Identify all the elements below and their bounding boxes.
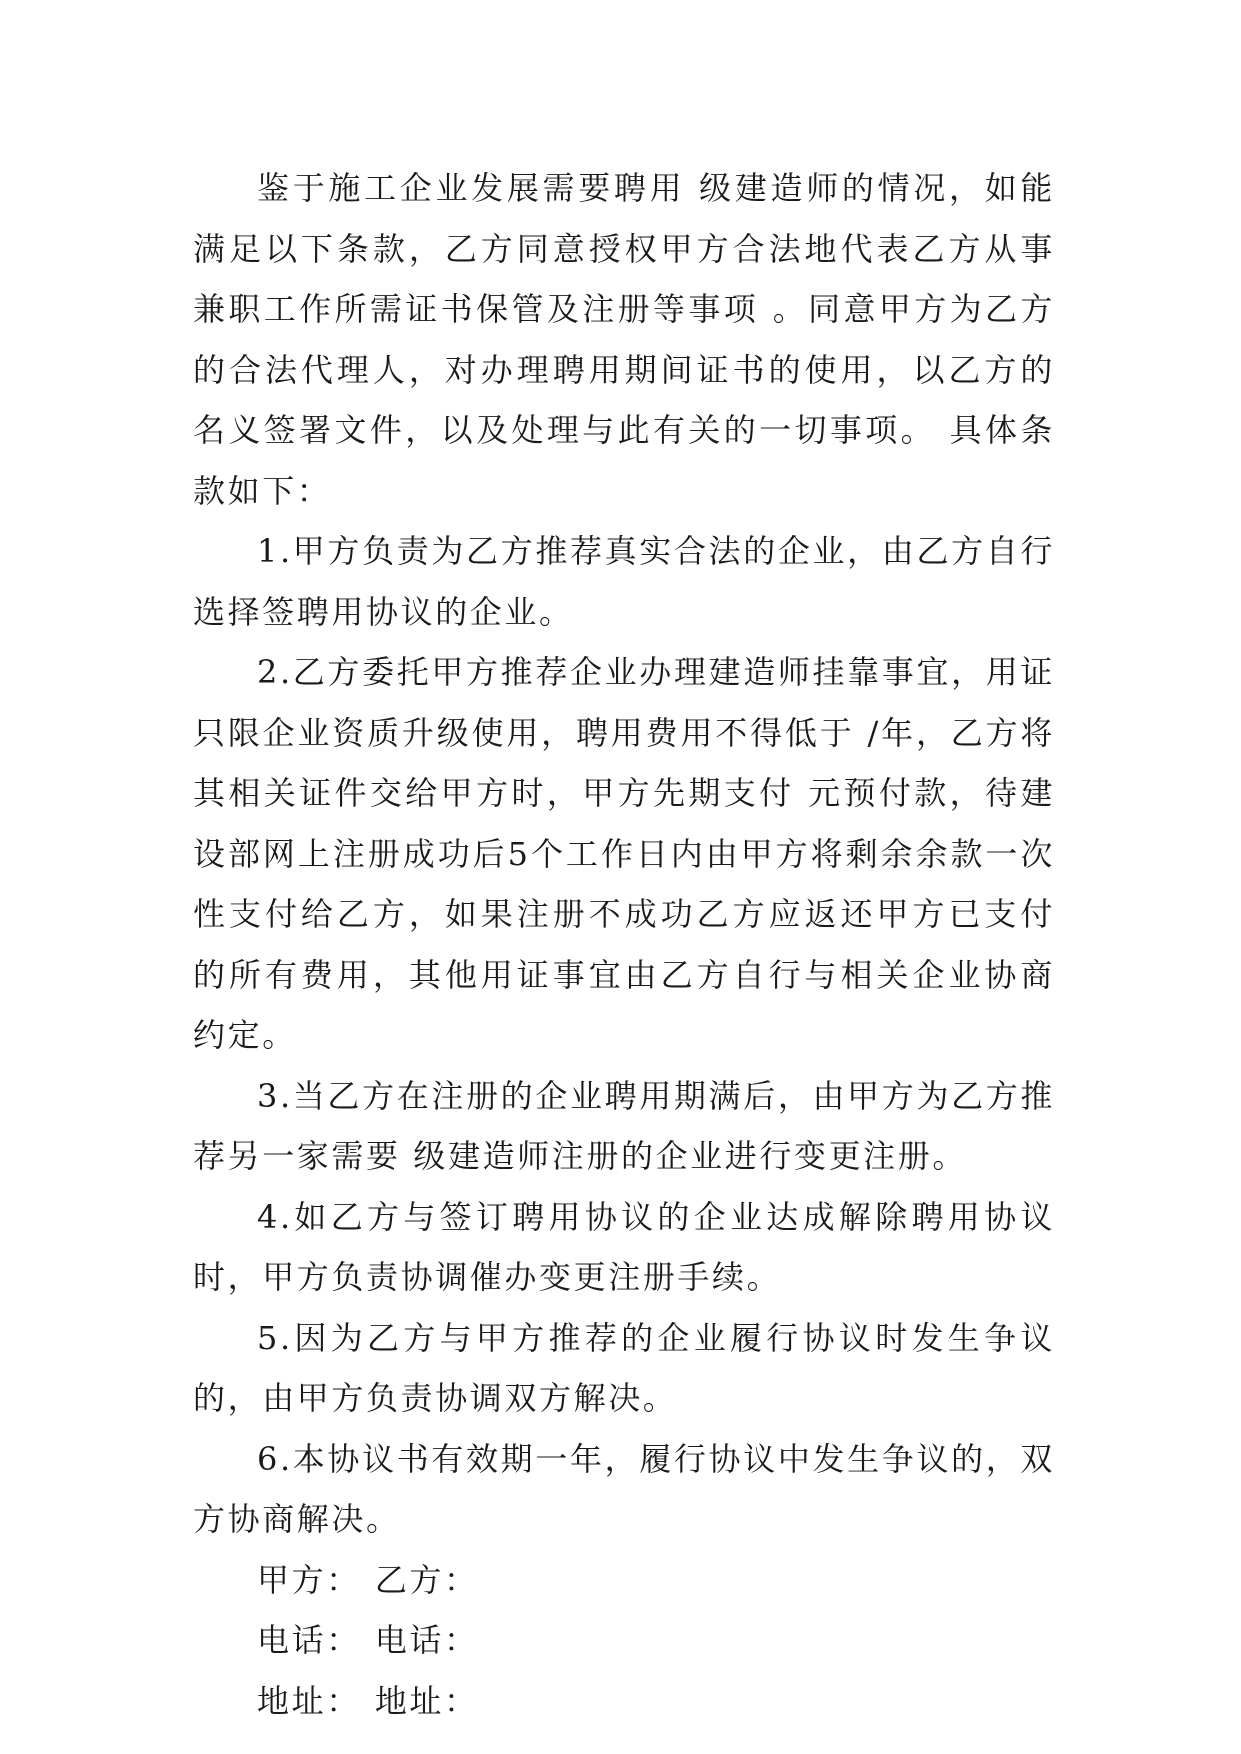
phone-b-label: 电话： <box>374 1621 479 1659</box>
address-a-label: 地址： <box>257 1681 361 1720</box>
clause-5: 5.因为乙方与甲方推荐的企业履行协议时发生争议的，由甲方负责协调双方解决。 <box>193 1318 1055 1417</box>
intro-paragraph: 鉴于施工企业发展需要聘用 级建造师的情况，如能满足以下条款，乙方同意授权甲方合法地代表乙方从事兼职工作所需证书保管及注册等事项 。同意甲方为乙方的合法代理人，对办理聘用期间证书的使用，以乙方的名义签署文件，以及处理与此有关的一切事项。 具体条款如下： <box>193 169 1055 510</box>
clause-3: 3.当乙方在注册的企业聘用期满后，由甲方为乙方推荐另一家需要 级建造师注册的企业进行变更注册。 <box>193 1076 1055 1175</box>
document-page <box>193 158 1055 1731</box>
clause-2: 2.乙方委托甲方推荐企业办理建造师挂靠事宜，用证只限企业资质升级使用，聘用费用不得低于 /年，乙方将其相关证件交给甲方时，甲方先期支付 元预付款，待建设部网上注册成功后5个工作日内由甲方将剩余余款一次性支付给乙方，如果注册不成功乙方应返还甲方已支付的所有费用，其他用证事宜由乙方自行与相关企业协商约定。 <box>193 653 1055 1054</box>
clause-6: 6.本协议书有效期一年，履行协议中发生争议的，双方协商解决。 <box>193 1439 1055 1538</box>
phone-a-label: 电话： <box>257 1621 361 1659</box>
address-line <box>193 1671 1055 1732</box>
address-b-label: 地址： <box>374 1681 479 1720</box>
party-line <box>193 1550 1055 1611</box>
phone-line <box>193 1610 1055 1671</box>
clause-1: 1.甲方负责为乙方推荐真实合法的企业，由乙方自行选择签聘用协议的企业。 <box>193 532 1055 631</box>
party-a-label: 甲方： <box>257 1560 361 1599</box>
clause-4: 4.如乙方与签订聘用协议的企业达成解除聘用协议时，甲方负责协调催办变更注册手续。 <box>193 1197 1055 1296</box>
party-b-label: 乙方： <box>374 1560 479 1599</box>
